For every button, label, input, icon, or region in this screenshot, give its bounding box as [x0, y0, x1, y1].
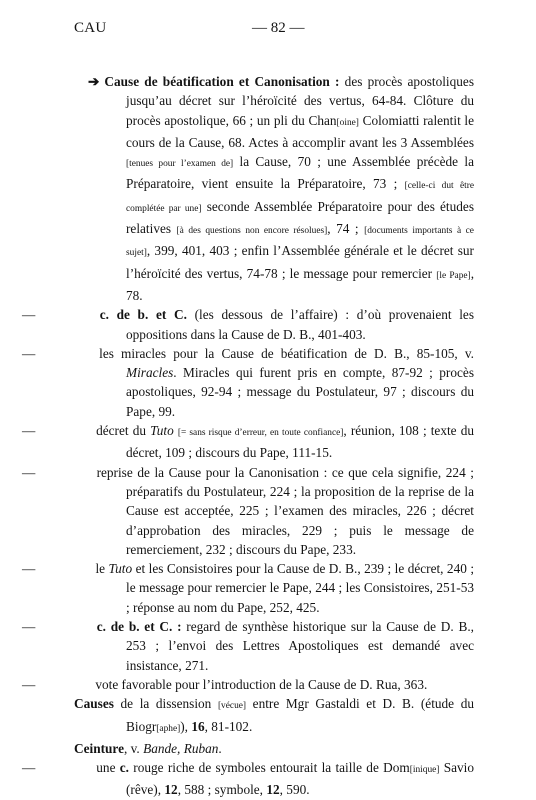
entry-text: les miracles pour la Cause de béatification de D. B., 85-105, v. — [99, 345, 474, 361]
editorial-note: [celle-ci dut être complétée par une] — [126, 181, 474, 214]
arrow-icon: ➔ — [88, 74, 100, 89]
entry-cause-beatification — [74, 72, 474, 305]
cross-reference: Bande, Ruban — [143, 740, 219, 756]
entry-ceinture — [74, 739, 474, 758]
entry-text: entre Mgr Gastaldi et D. B. (étude du Biogr — [126, 696, 474, 734]
subentry-vote — [22, 675, 474, 694]
entry-text: la Cause, 70 ; une Assemblée précède la Préparatoire, vient ensuite la Préparatoire, 73 ; — [126, 154, 474, 192]
entry-text: ), — [180, 718, 192, 734]
editorial-note: [inique] — [409, 765, 440, 776]
subentry-dash: — — [22, 760, 36, 776]
italic-term: Tuto — [150, 423, 174, 439]
page-number: — 82 — — [252, 20, 305, 36]
entry-text: , 81-102. — [204, 718, 253, 734]
entry-text: et les Consistoires pour la Cause de D. B., 239 ; le décret, 240 ; le message pour remercier le Pape, 244 ; les Consistoires, 251-53 ; réponse au nom du Pape, 252, 425. — [126, 561, 475, 615]
entry-text: rouge riche de symboles entourait la taille de Dom — [129, 760, 410, 776]
entry-text: , 590. — [279, 782, 310, 798]
entry-text: Savio (rêve), — [126, 760, 474, 798]
subentry-reprise — [22, 463, 474, 559]
entry-text: . — [218, 740, 222, 756]
editorial-note: [aphe] — [156, 723, 181, 734]
entry-text: , 74 ; — [327, 221, 365, 237]
entry-text: , 588 ; symbole, — [177, 782, 267, 798]
entry-text: seconde Assemblée Préparatoire pour des études relatives — [126, 198, 475, 237]
entry-text: , 399, 401, 403 ; enfin l’Assemblée générale et le décret sur l’héroïcité des vertus, 74-78 ; le message pour remercier — [126, 243, 474, 281]
entry-text: (les dessous de l’affaire) : d’où provenaient les oppositions dans la Cause de D. B., 401-403. — [126, 307, 475, 342]
subentry-dash: — — [22, 561, 36, 577]
italic-term: Tuto — [108, 561, 133, 577]
entry-text: , 78. — [126, 265, 475, 303]
entry-text: regard de synthèse historique sur la Cause de D. B., 253 ; l’envoi des Lettres Apostoliques est demandé avec insistance, 271. — [126, 619, 474, 673]
subentry-dash: — — [22, 345, 36, 361]
subentry-decret-tuto — [22, 421, 474, 463]
subentry-synthese — [22, 617, 474, 675]
entry-headword-abbrev: c. — [119, 760, 129, 776]
subentry-dash: — — [22, 423, 36, 439]
editorial-note: [vécue] — [217, 701, 247, 712]
running-head: CAU — [74, 20, 107, 36]
index-text — [22, 72, 475, 800]
subentry-miracles — [22, 344, 474, 421]
editorial-note: [tenues pour l’examen de] — [126, 159, 234, 170]
entry-headword: c. de b. et C. : — [96, 619, 182, 635]
entry-text: . Miracles qui furent pris en compte, 87-92 ; procès apostoliques, 92-94 ; message du Postulateur, 97 ; discours du Pape, 99. — [126, 365, 474, 419]
volume-number: 16 — [191, 718, 205, 734]
entry-text: le — [95, 561, 109, 577]
volume-number: 12 — [164, 782, 178, 798]
subentry-dash: — — [22, 619, 36, 635]
subentry-dash: — — [22, 676, 36, 692]
entry-text: vote favorable pour l’introduction de la Cause de D. Rua, 363. — [95, 676, 428, 692]
entry-headword: c. de b. et C. — [99, 307, 187, 323]
entry-causes — [74, 694, 474, 739]
subentry-dessous — [22, 305, 475, 344]
cross-reference: Miracles — [126, 365, 174, 381]
entry-text: des procès apostoliques jusqu’au décret sur l’héroïcité des vertus, 64-84. Clôture du procès apostolique, 66 ; un pli du Chan — [126, 74, 474, 128]
subentry-tuto-consistoires — [22, 559, 475, 617]
entry-text: décret du — [96, 423, 151, 439]
editorial-note: [oine] — [336, 117, 359, 128]
editorial-note: [à des questions non encore résolues] — [176, 226, 328, 237]
entry-text: Colomiatti ralentit le cours de la Cause, 68. Actes à accomplir avant les 3 Assemblées — [126, 112, 475, 150]
entry-headword: Ceinture — [74, 740, 124, 756]
entry-text: , v. — [123, 740, 144, 756]
subentry-ceinture-rouge — [22, 758, 474, 800]
page-header — [0, 20, 536, 40]
editorial-note: [documents importants à ce sujet] — [126, 226, 474, 259]
volume-number: 12 — [266, 782, 280, 798]
entry-headword: Causes — [74, 696, 114, 712]
editorial-note: [le Pape] — [436, 270, 471, 281]
entry-text: une — [96, 760, 120, 776]
editorial-note: [= sans risque d’erreur, en toute confiance] — [177, 428, 344, 439]
subentry-dash: — — [22, 464, 36, 480]
entry-headword: Cause de béatification et Canonisation : — [104, 74, 340, 89]
entry-text: reprise de la Cause pour la Canonisation : ce que cela signifie, 224 ; préparatifs du Postulateur, 224 ; la proposition de la reprise de la Cause est acceptée, 225 ; l’examen des miracles, 226 ; décret d’approbation des miracles, 229 ; puis le message de remerciement, 232 ; discours du Pape, 233. — [96, 464, 474, 557]
entry-text: de la dissension — [113, 696, 218, 712]
subentry-dash: — — [22, 307, 36, 323]
entry-text: , réunion, 108 ; texte du décret, 109 ; discours du Pape, 111-15. — [126, 423, 474, 461]
